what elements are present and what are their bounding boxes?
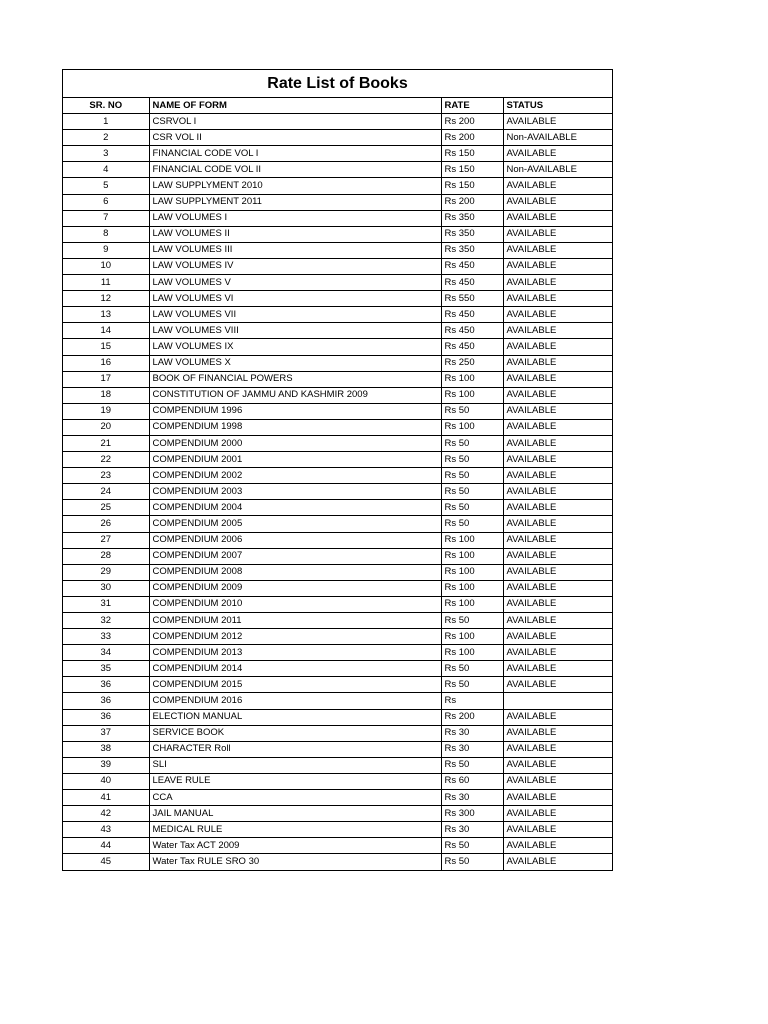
cell-sr-no: 15 xyxy=(63,339,149,355)
cell-name-of-form: LAW VOLUMES VIII xyxy=(149,323,441,339)
cell-status: AVAILABLE xyxy=(503,725,612,741)
cell-sr-no: 23 xyxy=(63,468,149,484)
cell-status: AVAILABLE xyxy=(503,548,612,564)
cell-status: AVAILABLE xyxy=(503,355,612,371)
cell-name-of-form: Water Tax RULE SRO 30 xyxy=(149,854,441,870)
cell-sr-no: 35 xyxy=(63,661,149,677)
cell-rate: Rs 50 xyxy=(441,403,503,419)
table-row xyxy=(63,258,612,274)
table-row xyxy=(63,741,612,757)
header-row xyxy=(63,98,612,114)
table-row xyxy=(63,275,612,291)
cell-rate: Rs xyxy=(441,693,503,709)
cell-rate: Rs 50 xyxy=(441,838,503,854)
table-row xyxy=(63,580,612,596)
cell-rate: Rs 200 xyxy=(441,194,503,210)
cell-status: AVAILABLE xyxy=(503,854,612,870)
cell-sr-no: 43 xyxy=(63,822,149,838)
table-row xyxy=(63,500,612,516)
cell-status: AVAILABLE xyxy=(503,484,612,500)
cell-sr-no: 25 xyxy=(63,500,149,516)
table-row xyxy=(63,323,612,339)
cell-sr-no: 12 xyxy=(63,291,149,307)
cell-name-of-form: CCA xyxy=(149,790,441,806)
table-row xyxy=(63,677,612,693)
cell-status: AVAILABLE xyxy=(503,403,612,419)
cell-name-of-form: LAW VOLUMES IX xyxy=(149,339,441,355)
cell-name-of-form: COMPENDIUM 2001 xyxy=(149,452,441,468)
cell-rate: Rs 50 xyxy=(441,757,503,773)
cell-name-of-form: Water Tax ACT 2009 xyxy=(149,838,441,854)
cell-status: AVAILABLE xyxy=(503,790,612,806)
table-row xyxy=(63,403,612,419)
cell-status: AVAILABLE xyxy=(503,371,612,387)
cell-rate: Rs 50 xyxy=(441,500,503,516)
cell-sr-no: 11 xyxy=(63,275,149,291)
cell-sr-no: 2 xyxy=(63,130,149,146)
cell-sr-no: 13 xyxy=(63,307,149,323)
table-row xyxy=(63,790,612,806)
cell-name-of-form: SLI xyxy=(149,757,441,773)
cell-status: Non-AVAILABLE xyxy=(503,130,612,146)
cell-rate: Rs 200 xyxy=(441,114,503,130)
cell-status: AVAILABLE xyxy=(503,757,612,773)
cell-sr-no: 34 xyxy=(63,645,149,661)
table-row xyxy=(63,629,612,645)
sheet-title: Rate List of Books xyxy=(63,70,612,98)
cell-status: AVAILABLE xyxy=(503,419,612,435)
cell-status: AVAILABLE xyxy=(503,661,612,677)
cell-name-of-form: CSRVOL I xyxy=(149,114,441,130)
cell-name-of-form: LAW VOLUMES V xyxy=(149,275,441,291)
cell-sr-no: 44 xyxy=(63,838,149,854)
cell-sr-no: 36 xyxy=(63,677,149,693)
cell-name-of-form: LAW VOLUMES I xyxy=(149,210,441,226)
cell-rate: Rs 450 xyxy=(441,275,503,291)
cell-name-of-form: JAIL MANUAL xyxy=(149,806,441,822)
cell-rate: Rs 300 xyxy=(441,806,503,822)
cell-name-of-form: LAW SUPPLYMENT 2011 xyxy=(149,194,441,210)
cell-rate: Rs 30 xyxy=(441,790,503,806)
table-row xyxy=(63,773,612,789)
cell-rate: Rs 50 xyxy=(441,613,503,629)
cell-rate: Rs 100 xyxy=(441,419,503,435)
cell-status: AVAILABLE xyxy=(503,613,612,629)
cell-name-of-form: COMPENDIUM 1996 xyxy=(149,403,441,419)
table-row xyxy=(63,548,612,564)
table-row xyxy=(63,307,612,323)
table-row xyxy=(63,178,612,194)
table-row xyxy=(63,452,612,468)
cell-sr-no: 41 xyxy=(63,790,149,806)
rate-list-sheet xyxy=(62,69,613,871)
cell-rate: Rs 100 xyxy=(441,645,503,661)
cell-name-of-form: LAW VOLUMES II xyxy=(149,226,441,242)
cell-status: AVAILABLE xyxy=(503,275,612,291)
cell-status: AVAILABLE xyxy=(503,709,612,725)
cell-status: AVAILABLE xyxy=(503,291,612,307)
cell-name-of-form: LAW VOLUMES VI xyxy=(149,291,441,307)
cell-rate: Rs 450 xyxy=(441,323,503,339)
cell-name-of-form: FINANCIAL CODE VOL II xyxy=(149,162,441,178)
cell-name-of-form: CSR VOL II xyxy=(149,130,441,146)
cell-sr-no: 30 xyxy=(63,580,149,596)
cell-name-of-form: CONSTITUTION OF JAMMU AND KASHMIR 2009 xyxy=(149,387,441,403)
table-row xyxy=(63,596,612,612)
cell-status: AVAILABLE xyxy=(503,323,612,339)
cell-name-of-form: LAW VOLUMES X xyxy=(149,355,441,371)
cell-rate: Rs 30 xyxy=(441,822,503,838)
cell-sr-no: 36 xyxy=(63,693,149,709)
cell-status: AVAILABLE xyxy=(503,226,612,242)
cell-rate: Rs 100 xyxy=(441,629,503,645)
table-row xyxy=(63,854,612,870)
cell-rate: Rs 450 xyxy=(441,307,503,323)
table-row xyxy=(63,516,612,532)
cell-status: AVAILABLE xyxy=(503,146,612,162)
cell-sr-no: 31 xyxy=(63,596,149,612)
cell-status: AVAILABLE xyxy=(503,773,612,789)
table-row xyxy=(63,162,612,178)
table-row xyxy=(63,725,612,741)
cell-rate: Rs 50 xyxy=(441,468,503,484)
cell-rate: Rs 100 xyxy=(441,371,503,387)
cell-status: AVAILABLE xyxy=(503,194,612,210)
cell-status: Non-AVAILABLE xyxy=(503,162,612,178)
table-row xyxy=(63,291,612,307)
cell-rate: Rs 50 xyxy=(441,435,503,451)
table-row xyxy=(63,371,612,387)
cell-sr-no: 26 xyxy=(63,516,149,532)
cell-name-of-form: COMPENDIUM 2013 xyxy=(149,645,441,661)
cell-rate: Rs 150 xyxy=(441,146,503,162)
cell-sr-no: 29 xyxy=(63,564,149,580)
cell-sr-no: 14 xyxy=(63,323,149,339)
cell-status: AVAILABLE xyxy=(503,677,612,693)
cell-status: AVAILABLE xyxy=(503,452,612,468)
cell-name-of-form: COMPENDIUM 2000 xyxy=(149,435,441,451)
table-row xyxy=(63,532,612,548)
cell-status: AVAILABLE xyxy=(503,564,612,580)
cell-sr-no: 36 xyxy=(63,709,149,725)
table-row xyxy=(63,435,612,451)
cell-name-of-form: COMPENDIUM 2014 xyxy=(149,661,441,677)
cell-status: AVAILABLE xyxy=(503,532,612,548)
cell-status: AVAILABLE xyxy=(503,645,612,661)
cell-status: AVAILABLE xyxy=(503,468,612,484)
cell-status: AVAILABLE xyxy=(503,741,612,757)
cell-status: AVAILABLE xyxy=(503,114,612,130)
cell-status: AVAILABLE xyxy=(503,258,612,274)
cell-sr-no: 16 xyxy=(63,355,149,371)
cell-sr-no: 22 xyxy=(63,452,149,468)
table-row xyxy=(63,226,612,242)
cell-rate: Rs 60 xyxy=(441,773,503,789)
table-row xyxy=(63,564,612,580)
cell-status: AVAILABLE xyxy=(503,580,612,596)
cell-sr-no: 37 xyxy=(63,725,149,741)
table-row xyxy=(63,709,612,725)
cell-name-of-form: COMPENDIUM 2004 xyxy=(149,500,441,516)
cell-name-of-form: LAW VOLUMES VII xyxy=(149,307,441,323)
cell-rate: Rs 50 xyxy=(441,484,503,500)
table-row xyxy=(63,838,612,854)
cell-status: AVAILABLE xyxy=(503,242,612,258)
cell-name-of-form: LEAVE RULE xyxy=(149,773,441,789)
cell-rate: Rs 100 xyxy=(441,580,503,596)
cell-name-of-form: COMPENDIUM 2012 xyxy=(149,629,441,645)
table-row xyxy=(63,194,612,210)
cell-name-of-form: COMPENDIUM 2011 xyxy=(149,613,441,629)
cell-sr-no: 21 xyxy=(63,435,149,451)
cell-sr-no: 40 xyxy=(63,773,149,789)
cell-name-of-form: SERVICE BOOK xyxy=(149,725,441,741)
cell-sr-no: 6 xyxy=(63,194,149,210)
cell-sr-no: 32 xyxy=(63,613,149,629)
header-sr-no: SR. NO xyxy=(89,99,123,111)
cell-status: AVAILABLE xyxy=(503,822,612,838)
cell-rate: Rs 350 xyxy=(441,226,503,242)
cell-sr-no: 7 xyxy=(63,210,149,226)
table-row xyxy=(63,613,612,629)
cell-name-of-form: COMPENDIUM 2009 xyxy=(149,580,441,596)
table-row xyxy=(63,210,612,226)
table-row xyxy=(63,114,612,130)
cell-name-of-form: COMPENDIUM 2008 xyxy=(149,564,441,580)
cell-sr-no: 33 xyxy=(63,629,149,645)
cell-name-of-form: CHARACTER Roll xyxy=(149,741,441,757)
table-row xyxy=(63,339,612,355)
cell-status: AVAILABLE xyxy=(503,210,612,226)
cell-sr-no: 1 xyxy=(63,114,149,130)
rate-table xyxy=(63,98,612,870)
cell-rate: Rs 100 xyxy=(441,564,503,580)
cell-name-of-form: LAW VOLUMES IV xyxy=(149,258,441,274)
cell-sr-no: 9 xyxy=(63,242,149,258)
cell-sr-no: 5 xyxy=(63,178,149,194)
cell-rate: Rs 200 xyxy=(441,130,503,146)
cell-rate: Rs 150 xyxy=(441,178,503,194)
cell-sr-no: 8 xyxy=(63,226,149,242)
cell-sr-no: 10 xyxy=(63,258,149,274)
table-row xyxy=(63,757,612,773)
cell-sr-no: 42 xyxy=(63,806,149,822)
cell-status: AVAILABLE xyxy=(503,435,612,451)
cell-name-of-form: COMPENDIUM 2010 xyxy=(149,596,441,612)
cell-status: AVAILABLE xyxy=(503,596,612,612)
cell-rate: Rs 100 xyxy=(441,548,503,564)
table-row xyxy=(63,484,612,500)
cell-status: AVAILABLE xyxy=(503,516,612,532)
cell-status xyxy=(503,693,612,709)
cell-name-of-form: COMPENDIUM 1998 xyxy=(149,419,441,435)
cell-rate: Rs 550 xyxy=(441,291,503,307)
cell-sr-no: 27 xyxy=(63,532,149,548)
table-row xyxy=(63,355,612,371)
cell-sr-no: 20 xyxy=(63,419,149,435)
cell-sr-no: 38 xyxy=(63,741,149,757)
cell-name-of-form: COMPENDIUM 2006 xyxy=(149,532,441,548)
table-row xyxy=(63,806,612,822)
cell-rate: Rs 150 xyxy=(441,162,503,178)
cell-name-of-form: COMPENDIUM 2007 xyxy=(149,548,441,564)
table-body xyxy=(63,114,612,870)
cell-sr-no: 3 xyxy=(63,146,149,162)
table-row xyxy=(63,468,612,484)
cell-name-of-form: COMPENDIUM 2016 xyxy=(149,693,441,709)
cell-rate: Rs 50 xyxy=(441,854,503,870)
cell-rate: Rs 50 xyxy=(441,677,503,693)
cell-rate: Rs 30 xyxy=(441,725,503,741)
cell-rate: Rs 50 xyxy=(441,661,503,677)
cell-status: AVAILABLE xyxy=(503,178,612,194)
cell-name-of-form: BOOK OF FINANCIAL POWERS xyxy=(149,371,441,387)
table-row xyxy=(63,387,612,403)
cell-rate: Rs 100 xyxy=(441,596,503,612)
header-name-of-form: NAME OF FORM xyxy=(149,98,441,114)
cell-status: AVAILABLE xyxy=(503,838,612,854)
cell-status: AVAILABLE xyxy=(503,806,612,822)
table-row xyxy=(63,242,612,258)
table-row xyxy=(63,130,612,146)
cell-name-of-form: COMPENDIUM 2003 xyxy=(149,484,441,500)
cell-name-of-form: MEDICAL RULE xyxy=(149,822,441,838)
header-rate: RATE xyxy=(441,98,503,114)
cell-status: AVAILABLE xyxy=(503,307,612,323)
cell-rate: Rs 450 xyxy=(441,258,503,274)
cell-status: AVAILABLE xyxy=(503,629,612,645)
cell-rate: Rs 350 xyxy=(441,242,503,258)
cell-rate: Rs 100 xyxy=(441,387,503,403)
table-row xyxy=(63,693,612,709)
table-row xyxy=(63,645,612,661)
cell-sr-no: 19 xyxy=(63,403,149,419)
header-status: STATUS xyxy=(503,98,612,114)
cell-rate: Rs 200 xyxy=(441,709,503,725)
cell-rate: Rs 100 xyxy=(441,532,503,548)
cell-status: AVAILABLE xyxy=(503,500,612,516)
cell-sr-no: 18 xyxy=(63,387,149,403)
cell-rate: Rs 50 xyxy=(441,516,503,532)
cell-sr-no: 4 xyxy=(63,162,149,178)
cell-name-of-form: COMPENDIUM 2002 xyxy=(149,468,441,484)
cell-rate: Rs 250 xyxy=(441,355,503,371)
cell-sr-no: 45 xyxy=(63,854,149,870)
table-row xyxy=(63,419,612,435)
cell-name-of-form: COMPENDIUM 2005 xyxy=(149,516,441,532)
cell-rate: Rs 350 xyxy=(441,210,503,226)
cell-rate: Rs 50 xyxy=(441,452,503,468)
cell-sr-no: 17 xyxy=(63,371,149,387)
cell-name-of-form: ELECTION MANUAL xyxy=(149,709,441,725)
cell-name-of-form: FINANCIAL CODE VOL I xyxy=(149,146,441,162)
cell-sr-no: 39 xyxy=(63,757,149,773)
table-row xyxy=(63,146,612,162)
cell-status: AVAILABLE xyxy=(503,387,612,403)
cell-sr-no: 24 xyxy=(63,484,149,500)
cell-status: AVAILABLE xyxy=(503,339,612,355)
cell-rate: Rs 30 xyxy=(441,741,503,757)
cell-rate: Rs 450 xyxy=(441,339,503,355)
cell-name-of-form: COMPENDIUM 2015 xyxy=(149,677,441,693)
table-row xyxy=(63,822,612,838)
table-row xyxy=(63,661,612,677)
cell-name-of-form: LAW VOLUMES III xyxy=(149,242,441,258)
cell-sr-no: 28 xyxy=(63,548,149,564)
cell-name-of-form: LAW SUPPLYMENT 2010 xyxy=(149,178,441,194)
